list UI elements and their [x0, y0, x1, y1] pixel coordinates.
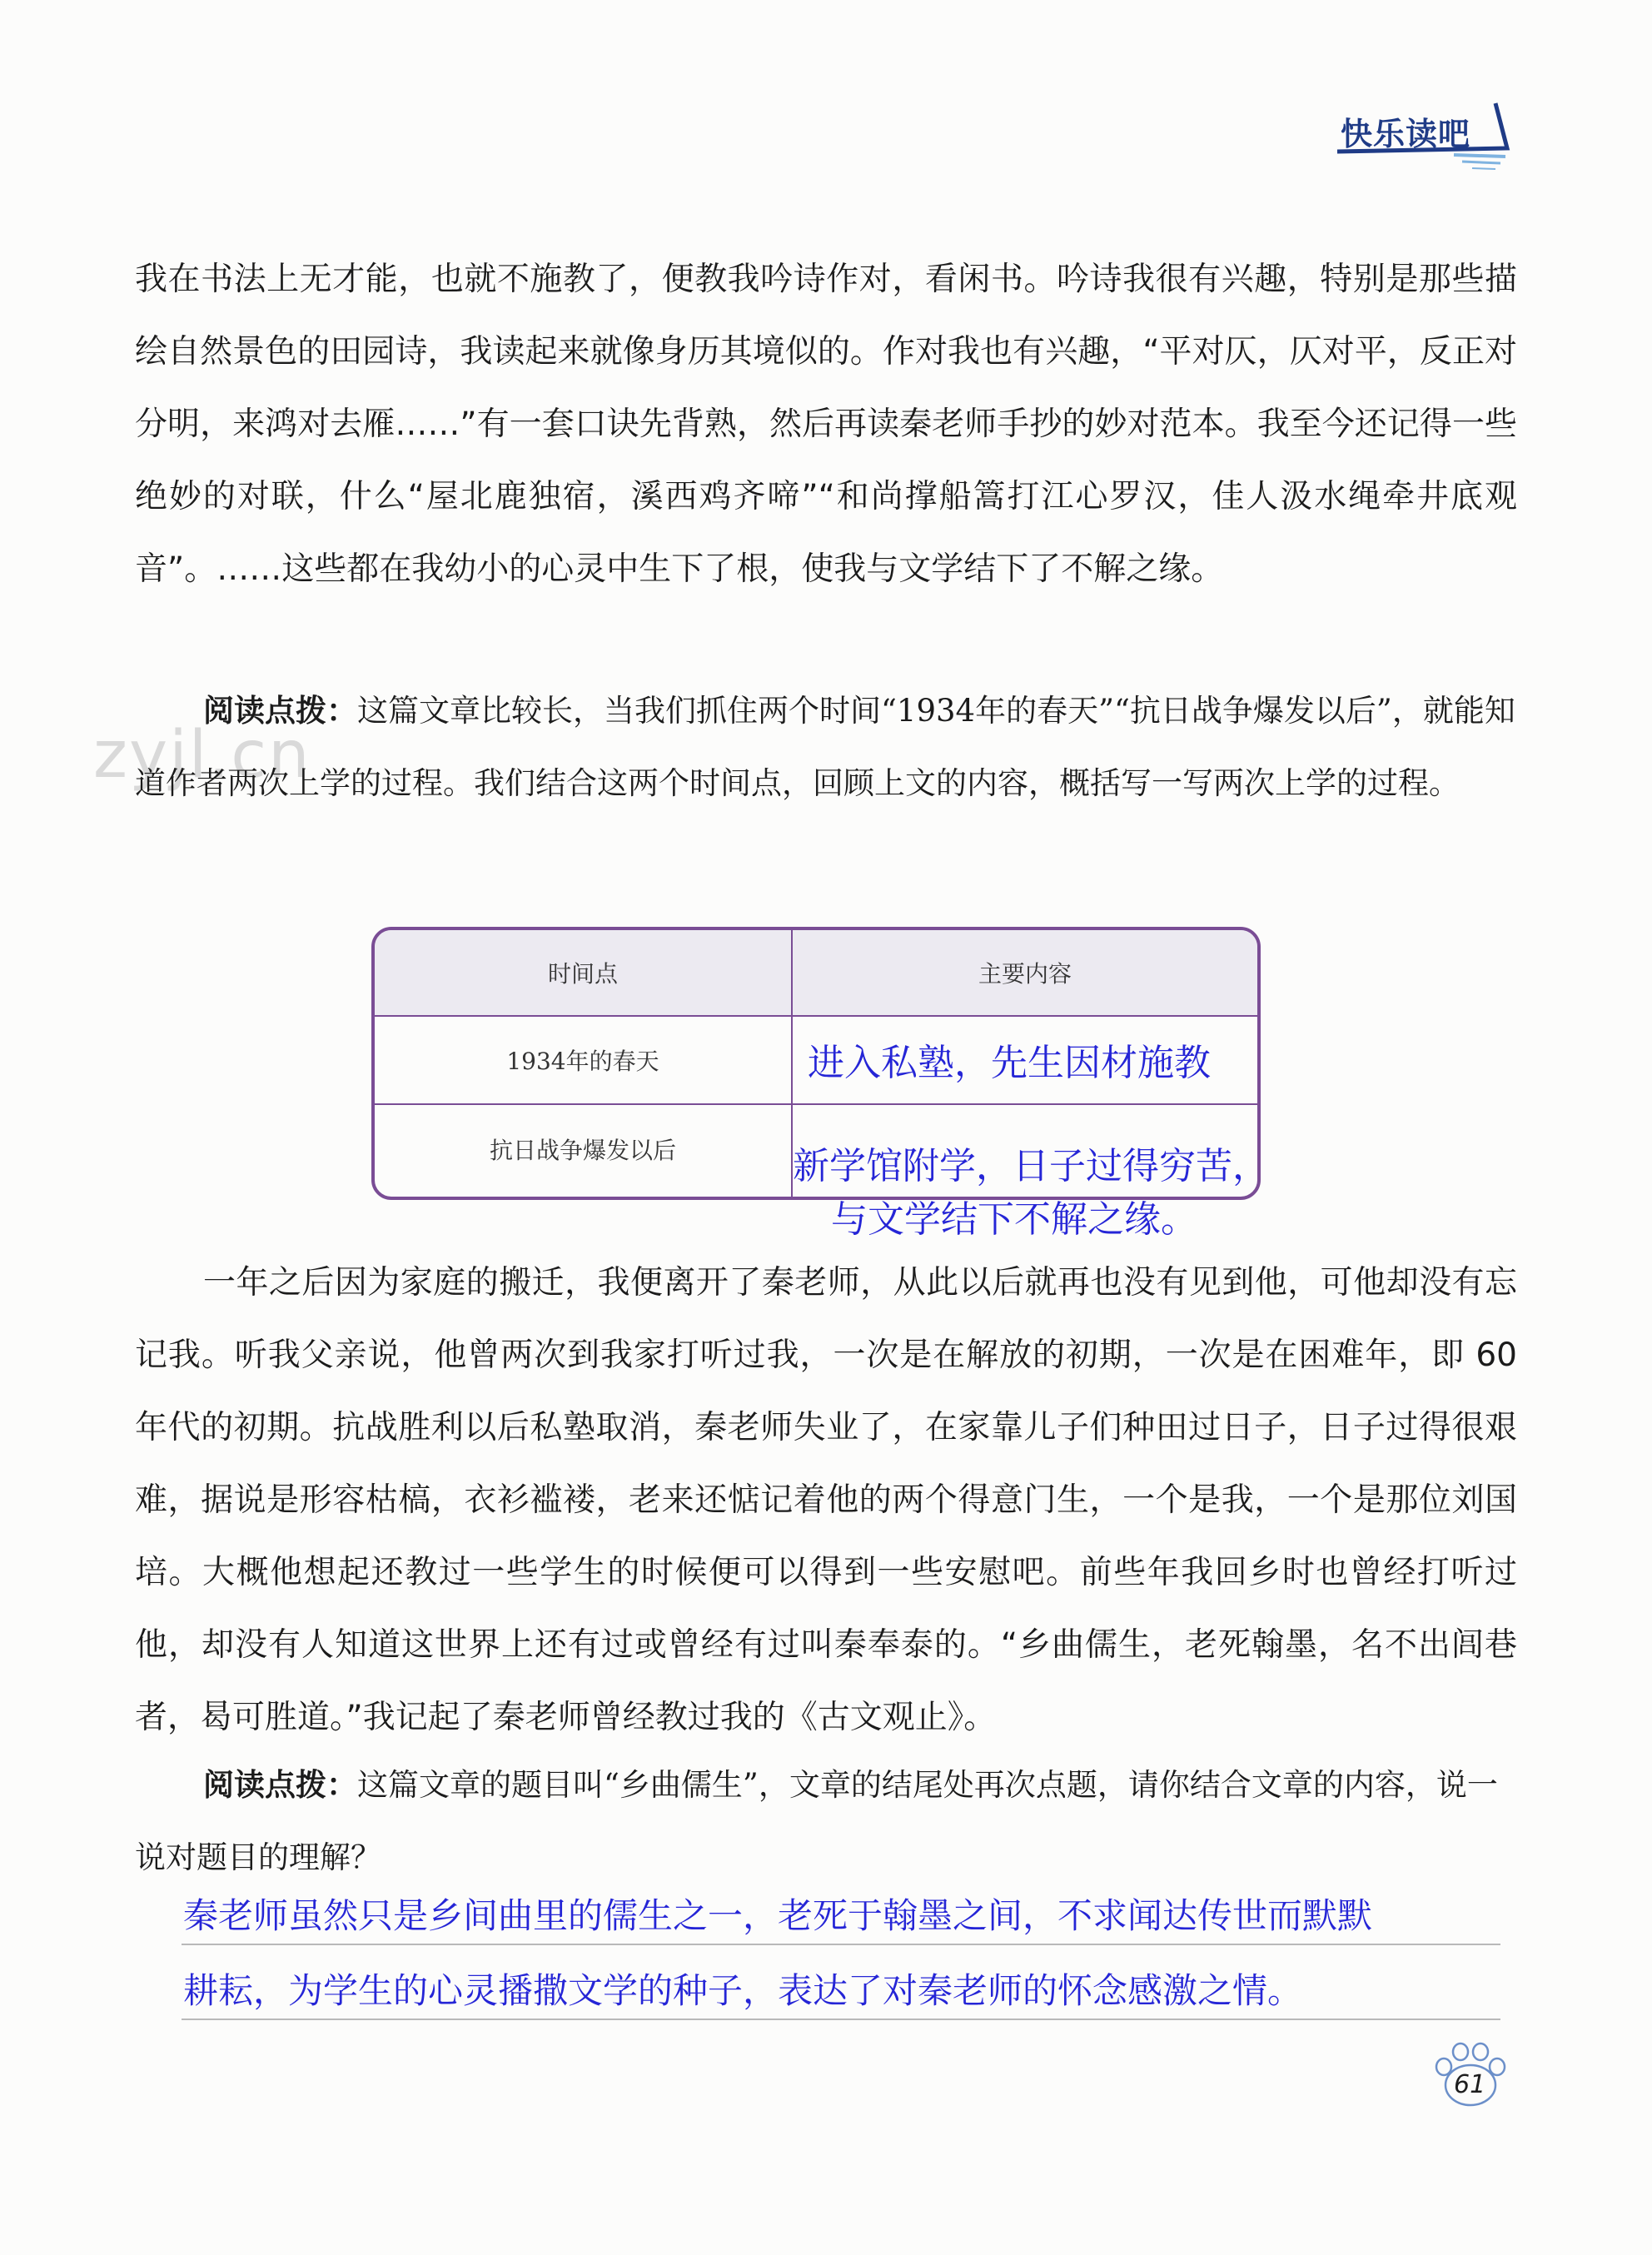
header-title: 快乐读吧 [1341, 116, 1471, 152]
handwritten-answer-row-2-line-2: 与文学结下不解之缘。 [831, 1198, 1197, 1241]
table-header-content: 主要内容 [793, 930, 1257, 1015]
page-number [1432, 2042, 1509, 2108]
handwritten-answer-line-1: 秦老师虽然只是乡间曲里的儒生之一，老死于翰墨之间，不求闻达传世而默默 [183, 1895, 1373, 1936]
table-header-time: 时间点 [375, 930, 791, 1015]
reading-tip-1 [135, 675, 1517, 819]
reading-tip-text: 这篇文章的题目叫“乡曲儒生”，文章的结尾处再次点题，请你结合文章的内容，说一说对题目的理解？ [135, 1767, 1498, 1875]
header-logo [1329, 97, 1514, 173]
reading-tip-text: 这篇文章比较长，当我们抓住两个时间“1934年的春天”“抗日战争爆发以后”，就能知道作者两次上学的过程。我们结合这两个时间点，回顾上文的内容，概括写一写两次上学的过程。 [135, 693, 1515, 801]
watermark: zyjl.cn [93, 718, 311, 793]
handwritten-answer-row-2-line-1: 新学馆附学，日子过得穷苦， [793, 1145, 1269, 1187]
handwritten-answer-line-2: 耕耘，为学生的心灵播撒文学的种子，表达了对秦老师的怀念感激之情。 [183, 1970, 1303, 2011]
answer-rule [182, 2019, 1500, 2020]
reading-tip-2 [135, 1749, 1517, 1894]
handwritten-answer-row-1: 进入私塾，先生因材施教 [808, 1042, 1211, 1084]
reading-tip-label: 阅读点拨： [203, 693, 357, 729]
table-cell-time-1: 1934年的春天 [506, 1048, 659, 1075]
paragraph-1 [135, 243, 1517, 605]
paragraph-2-text: 一年之后因为家庭的搬迁，我便离开了秦老师，从此以后就再也没有见到他，可他却没有忘记我。听我父亲说，他曾两次到我家打听过我，一次是在解放的初期，一次是在困难年，即 60 年代的初期。抗战胜利以后私塾取消，秦老师失业了，在家靠儿子们种田过日子，日子过得很艰难，据说是形容枯槁，衣衫褴褛，老来还惦记着他的两个得意门生，一个是我，一个是那位刘国培。大概他想起还教过一些学生的时候便可以得到一些安慰吧。前些年我回乡时也曾经打听过他，却没有人知道这世界上还有过或曾经有过叫秦奉泰的。“乡曲儒生，老死翰墨，名不出闾巷者，曷可胜道。”我记起了秦老师曾经教过我的《古文观止》。 [135, 1264, 1517, 1736]
reading-tip-label: 阅读点拨： [203, 1767, 357, 1803]
paragraph-2 [135, 1247, 1517, 1754]
table-cell-time-2: 抗日战争爆发以后 [489, 1137, 676, 1164]
answer-rule [182, 1944, 1500, 1945]
paragraph-1-text: 我在书法上无才能，也就不施教了，便教我吟诗作对，看闲书。吟诗我很有兴趣，特别是那些描绘自然景色的田园诗，我读起来就像身历其境似的。作对我也有兴趣，“平对仄，仄对平，反正对分明，来鸿对去雁……”有一套口诀先背熟，然后再读秦老师手抄的妙对范本。我至今还记得一些绝妙的对联，什么“屋北鹿独宿，溪西鸡齐啼”“和尚撑船篙打江心罗汉，佳人汲水绳牵井底观音”。……这些都在我幼小的心灵中生下了根，使我与文学结下了不解之缘。 [135, 261, 1517, 588]
page-number-text: 61 [1454, 2070, 1486, 2099]
